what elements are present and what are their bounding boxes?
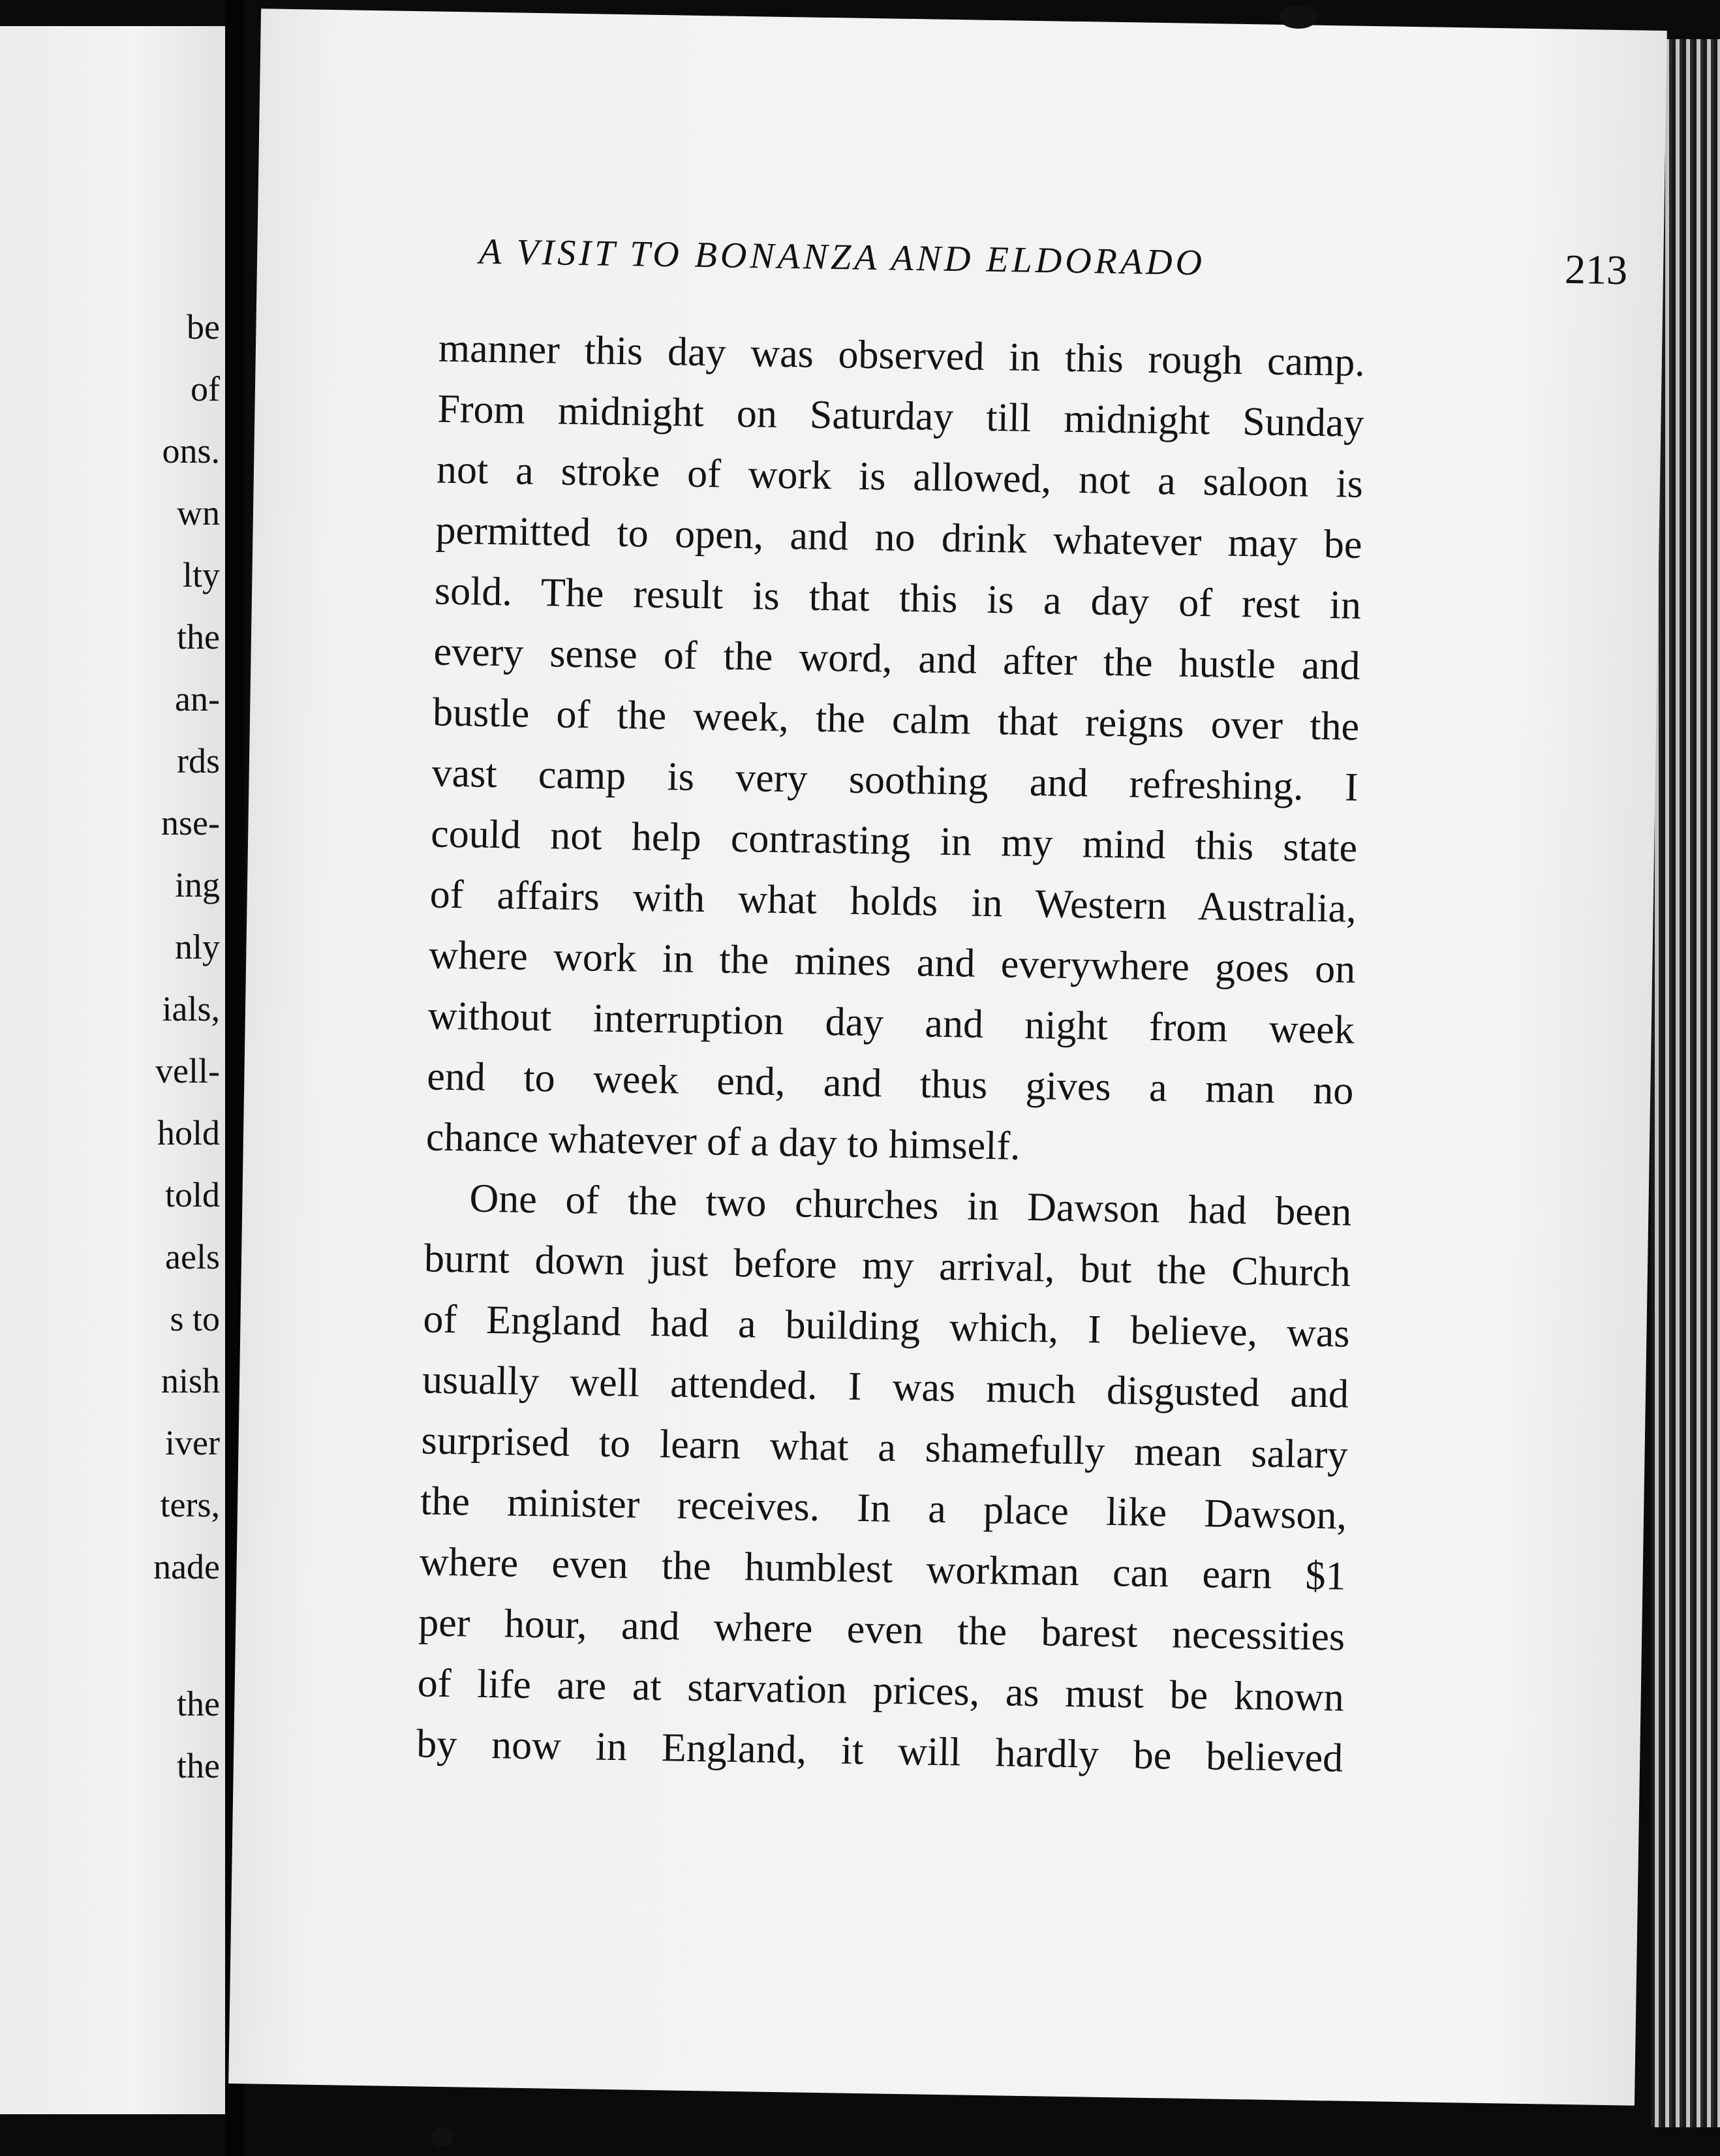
body-text (416, 318, 1366, 1789)
left-fragment: rds (177, 741, 220, 780)
text-line: From midnight on Saturday till midnight Sunday (437, 386, 1364, 446)
text-line: of affairs with what holds in Western Australia, (429, 872, 1357, 931)
left-fragment: be (187, 307, 220, 346)
left-page (0, 26, 225, 2114)
left-fragment: ing (174, 865, 220, 904)
left-fragment: s to (170, 1299, 220, 1338)
text-line: manner this day was observed in this rough camp. (438, 326, 1366, 385)
text-line: by now in England, it will hardly be believed (416, 1721, 1344, 1781)
left-fragment: the (177, 1684, 220, 1723)
paragraph-2 (416, 1167, 1352, 1789)
left-fragment: vell- (155, 1051, 220, 1090)
left-fragment: nly (174, 927, 220, 966)
text-line: permitted to open, and no drink whatever may be (435, 508, 1362, 567)
scan-speck (1279, 5, 1318, 29)
text-line: end to week end, and thus gives a man no (426, 1054, 1354, 1113)
running-head (478, 231, 1628, 294)
text-line: of England had a building which, I believe, was (423, 1297, 1350, 1356)
left-fragment: nse- (161, 803, 220, 842)
left-fragment: nade (153, 1547, 220, 1586)
left-fragment: the (177, 1746, 220, 1785)
text-line: where even the humblest workman can earn $1 (419, 1539, 1347, 1599)
text-line: usually well attended. I was much disgusted and (422, 1357, 1349, 1417)
text-line: could not help contrasting in my mind this state (430, 811, 1358, 870)
text-line: every sense of the word, and after the hustle and (433, 629, 1361, 688)
page-number: 213 (1564, 245, 1628, 294)
left-fragment: ters, (160, 1485, 220, 1524)
left-fragment: the (177, 617, 220, 656)
text-line: bustle of the week, the calm that reigns over the (432, 690, 1360, 749)
text-line: where work in the mines and everywhere goes on (428, 932, 1356, 992)
left-fragment: iver (165, 1423, 220, 1462)
left-fragment: of (191, 369, 220, 408)
left-fragment: told (164, 1175, 220, 1214)
left-fragment: nish (161, 1361, 220, 1400)
text-line: chance whatever of a day to himself. (425, 1115, 1021, 1169)
text-line: per hour, and where even the barest necessities (418, 1600, 1345, 1659)
paragraph-1 (425, 318, 1365, 1182)
text-line: burnt down just before my arrival, but the Church (423, 1236, 1351, 1295)
text-line: not a stroke of work is allowed, not a saloon is (436, 447, 1364, 506)
running-title: A VISIT TO BONANZA AND ELDORADO (478, 231, 1206, 284)
scan-speck (431, 2127, 453, 2147)
text-line: surprised to learn what a shamefully mean salary (421, 1418, 1349, 1477)
left-fragment: lty (182, 555, 220, 594)
text-line: sold. The result is that this is a day of rest in (434, 568, 1362, 628)
left-fragment: ons. (162, 431, 220, 470)
text-line: without interruption day and night from week (427, 993, 1355, 1053)
text-line: the minister receives. In a place like Dawson, (420, 1479, 1347, 1538)
left-fragment: aels (165, 1237, 220, 1276)
left-fragment: an- (175, 679, 220, 718)
text-line: of life are at starvation prices, as must be known (417, 1661, 1345, 1720)
text-line: vast camp is very soothing and refreshing. I (431, 750, 1359, 810)
left-fragment: hold (157, 1113, 220, 1152)
text-line: One of the two churches in Dawson had been (468, 1176, 1352, 1235)
left-fragment: ials, (162, 989, 220, 1028)
left-fragment: wn (177, 493, 220, 532)
right-page (228, 8, 1667, 2105)
